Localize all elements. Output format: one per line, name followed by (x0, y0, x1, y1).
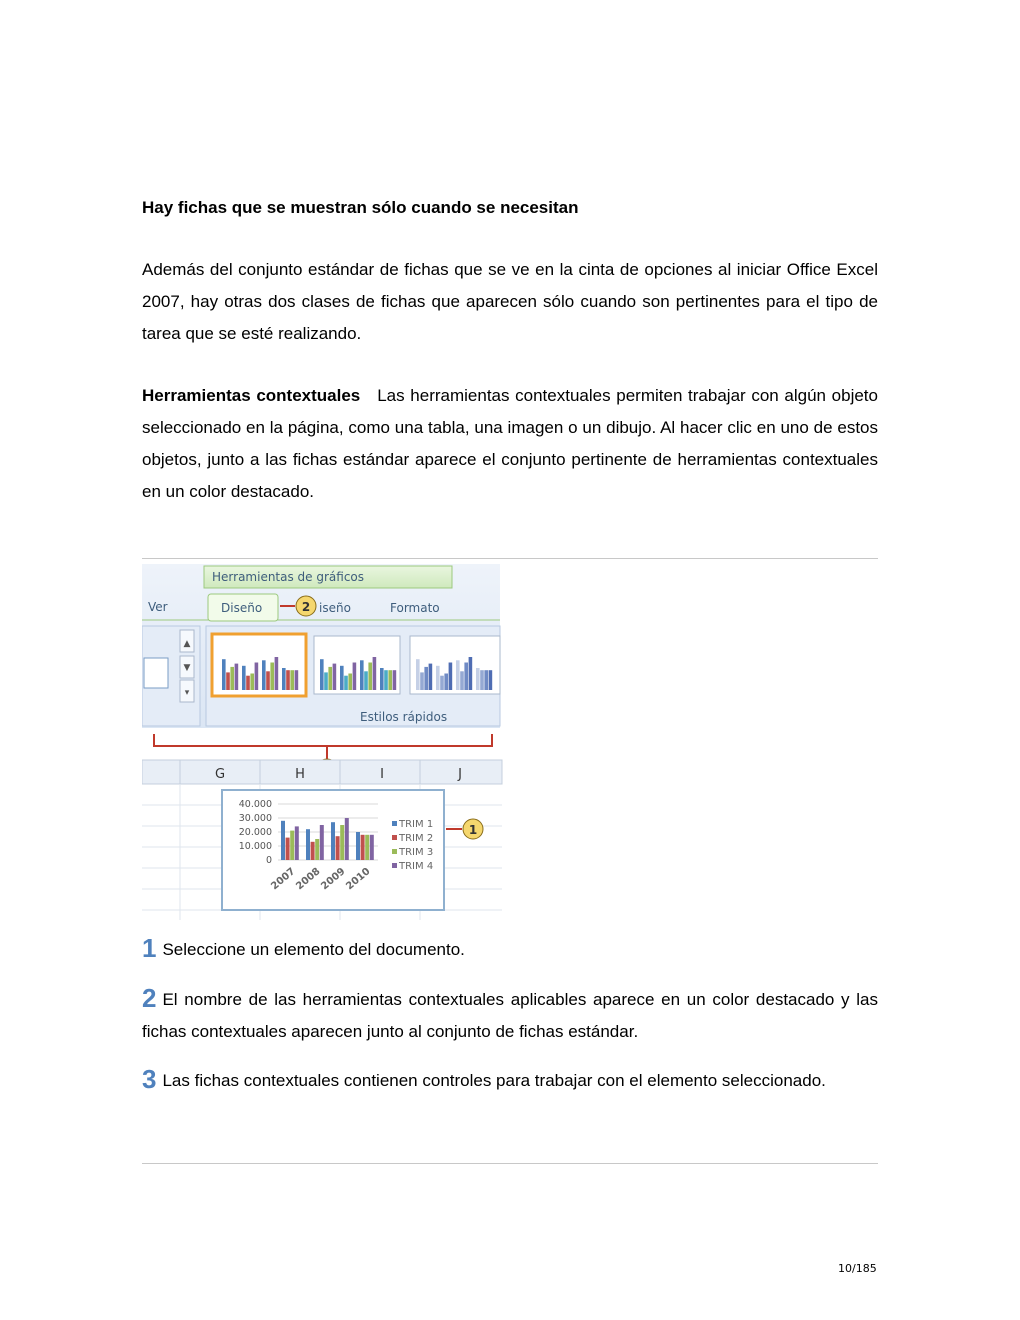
thumbnail-bar (246, 676, 250, 690)
legend-label: TRIM 4 (399, 861, 434, 872)
step-1-text: Seleccione un elemento del documento. (162, 940, 465, 959)
thumbnail-bar (348, 674, 352, 691)
thumbnail-bar (456, 660, 460, 690)
x-tick-label: 2007 (269, 866, 298, 893)
thumbnail-bar (460, 671, 464, 690)
bar (315, 839, 319, 860)
thumbnail-bar (344, 676, 348, 690)
thumbnail-bar (333, 664, 337, 690)
thumbnail-bar (373, 657, 377, 690)
thumbnail-bar (226, 672, 230, 690)
thumbnail-bar (262, 660, 266, 690)
y-tick-label: 40.000 (238, 799, 272, 810)
legend-label: TRIM 2 (399, 833, 434, 844)
group-label-quick-styles: Estilos rápidos (360, 710, 448, 724)
step-2-text: El nombre de las herramientas contextuales aplicables aparece en un color destacado y las fichas contextuales aparecen junto al conjunto de fichas estándar. (142, 990, 878, 1041)
thumbnail-bar (230, 667, 234, 690)
step-3-text: Las fichas contextuales contienen controles para trabajar con el elemento seleccionado. (162, 1071, 826, 1090)
legend-label: TRIM 3 (399, 847, 434, 858)
thumbnail-bar (480, 670, 484, 690)
thumbnail-bar (489, 670, 493, 690)
x-tick-label: 2010 (344, 866, 373, 893)
y-tick-label: 0 (265, 855, 272, 866)
thumbnail-bar (295, 670, 299, 690)
step-3 (142, 1063, 878, 1097)
thumbnail-bar (324, 672, 328, 690)
step-2-number: 2 (142, 983, 157, 1013)
step-2 (142, 982, 878, 1048)
bar (295, 826, 299, 860)
thumbnail-bar (340, 666, 344, 690)
thumbnail-bar (282, 668, 286, 690)
svg-text:1: 1 (468, 823, 478, 837)
legend-swatch (392, 835, 397, 840)
svg-text:▼: ▼ (183, 663, 191, 673)
bar (370, 835, 374, 860)
intro-paragraph: Además del conjunto estándar de fichas que se ve en la cinta de opciones al iniciar Office Excel 2007, hay otras dos clases de fichas que aparecen sólo cuando son pertinentes para el tipo de tarea que se esté realizando. (142, 260, 878, 343)
bar (365, 835, 369, 860)
section-heading: Hay fichas que se muestran sólo cuando se necesitan (142, 198, 579, 217)
x-tick-label: 2009 (319, 866, 348, 893)
contextual-tools-paragraph (142, 380, 878, 508)
bar (320, 825, 324, 860)
legend-swatch (392, 863, 397, 868)
tab-diseno[interactable]: Diseño (221, 601, 263, 615)
excel-ribbon-screenshot (142, 564, 512, 931)
step-1 (142, 932, 878, 966)
svg-text:2: 2 (301, 600, 311, 614)
contextual-title: Herramientas de gráficos (212, 570, 365, 584)
thumbnail-bar (440, 676, 444, 690)
thumbnail-bar (320, 659, 324, 690)
thumbnail-bar (353, 663, 357, 691)
thumbnail-bar (255, 663, 259, 691)
thumbnail-bar (222, 659, 226, 690)
column-i[interactable]: I (380, 767, 384, 782)
thumbnail-bar (290, 670, 294, 690)
tab-formato[interactable]: Formato (390, 601, 440, 615)
contextual-tools-text: Las herramientas contextuales permiten trabajar con algún objeto seleccionado en la página, como una tabla, una imagen o un dibujo. Al hacer clic en uno de estos objetos, junto a las fichas estándar aparece el conjunto pertinente de herramientas contextuales en un color destacado. (142, 386, 878, 501)
thumbnail-bar (476, 668, 480, 690)
y-tick-label: 20.000 (238, 827, 272, 838)
thumbnail-bar (393, 670, 397, 690)
column-h[interactable]: H (295, 767, 305, 782)
thumbnail-bar (368, 663, 372, 691)
step-3-number: 3 (142, 1064, 157, 1094)
divider-top (142, 558, 878, 559)
thumbnail-bar (449, 663, 453, 691)
tab-diseno-partial[interactable]: iseño (319, 601, 351, 615)
x-tick-label: 2008 (294, 866, 323, 893)
column-header-row (142, 760, 502, 784)
thumbnail-bar (380, 668, 384, 690)
svg-text:▾: ▾ (184, 688, 190, 698)
bar (286, 838, 290, 860)
bar (311, 842, 315, 860)
contextual-tools-term: Herramientas contextuales (142, 386, 361, 405)
thumbnail-bar (384, 670, 388, 690)
thumbnail-bar (266, 671, 270, 690)
divider-bottom (142, 1163, 878, 1164)
column-j[interactable]: J (458, 767, 462, 782)
thumbnail-bar (420, 672, 424, 690)
bar (345, 818, 349, 860)
thumbnail-bar (286, 670, 290, 690)
thumbnail-bar (484, 670, 488, 690)
bar (331, 822, 335, 860)
legend-label: TRIM 1 (399, 819, 434, 830)
svg-text:▲: ▲ (183, 639, 191, 649)
thumbnail-bar (360, 660, 364, 690)
thumbnail-bar (328, 667, 332, 690)
thumbnail-bar (270, 663, 274, 691)
column-g[interactable]: G (214, 767, 226, 782)
bar (356, 832, 360, 860)
thumbnail-bar (424, 667, 428, 690)
thumbnail-bar (436, 666, 440, 690)
step-1-number: 1 (142, 933, 157, 963)
thumbnail-bar (364, 671, 368, 690)
thumbnail-bar (250, 674, 254, 691)
thumbnail-bar (464, 663, 468, 691)
tab-ver[interactable]: Ver (148, 600, 168, 614)
page-number: 10/185 (838, 1262, 877, 1275)
legend-swatch (392, 821, 397, 826)
bar (281, 821, 285, 860)
layout-thumbnail[interactable] (144, 658, 168, 688)
y-tick-label: 10.000 (238, 841, 272, 852)
thumbnail-bar (235, 664, 239, 690)
thumbnail-bar (469, 657, 473, 690)
thumbnail-bar (242, 666, 246, 690)
y-tick-label: 30.000 (238, 813, 272, 824)
bar (290, 831, 294, 860)
bar (361, 835, 365, 860)
thumbnail-bar (416, 659, 420, 690)
thumbnail-bar (444, 674, 448, 691)
thumbnail-bar (388, 670, 392, 690)
thumbnail-bar (429, 664, 433, 690)
bar (340, 825, 344, 860)
legend-swatch (392, 849, 397, 854)
thumbnail-bar (275, 657, 279, 690)
bar (306, 829, 310, 860)
bar (336, 836, 340, 860)
screenshot-svg (142, 564, 512, 926)
